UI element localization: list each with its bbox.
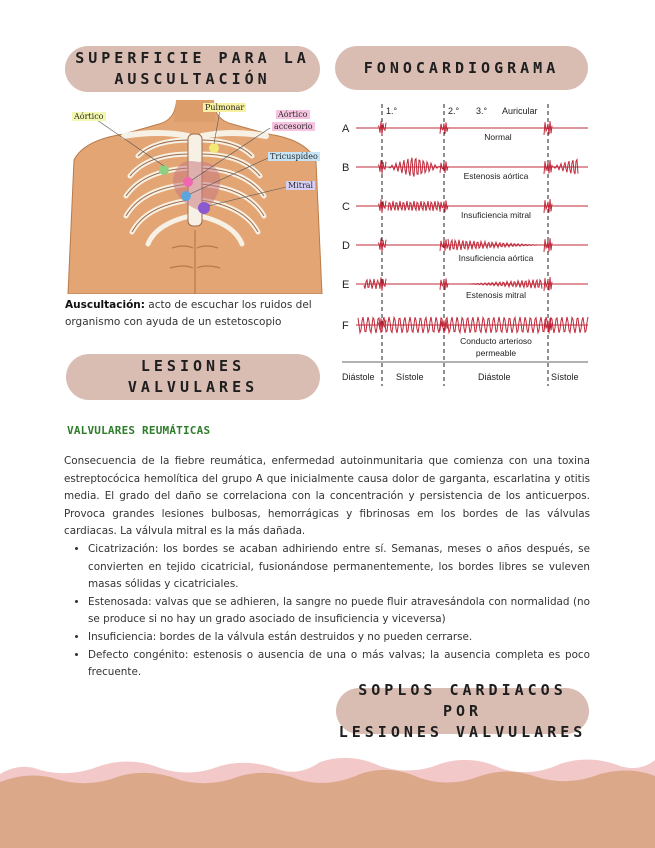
dot-aortic [159, 165, 169, 175]
phono-trace-mitral-stenosis [356, 277, 588, 291]
phono-trace-normal [356, 121, 588, 135]
dot-pulmonary [209, 143, 219, 153]
label-aortic-accessory-2: accesorio [274, 122, 313, 131]
phono-bottom-labels [342, 372, 579, 382]
auscultation-definition [65, 297, 323, 331]
row-letter-a: A [342, 123, 350, 135]
label-tricuspid: Tricuspídeo [270, 152, 318, 161]
bottom-diastole-1: Diástole [342, 372, 375, 382]
label-aortic-accessory-1: Aórtico [278, 110, 308, 119]
bullet-stenosis: • Estenosada: valvas que se adhieren, la sangre no puede fluir atravesándola con normalidad (no se produce si no hay un grado asociado de insuficiencia y viceversa) [88, 594, 590, 629]
heading-phonocardiogram: FONOCARDIOGRAMA [335, 46, 588, 90]
subheading-rheumatic: VALVULARES REUMÁTICAS [67, 424, 211, 437]
row-name-mitral-insufficiency: Insuficiencia mitral [461, 210, 531, 220]
row-letter-c: C [342, 201, 350, 213]
phono-row-letters [342, 123, 350, 332]
clavicle-right [202, 133, 266, 136]
row-letter-f: F [342, 320, 349, 332]
row-letter-e: E [342, 279, 350, 291]
heading-auscultation-surface: SUPERFICIE PARA LA AUSCULTACIÓN [65, 46, 320, 92]
row-name-aortic-insufficiency: Insuficiencia aórtica [458, 253, 534, 263]
phono-label-atrial: Auricular [502, 106, 538, 116]
auscultation-definition-text: acto de escuchar los ruidos del organismo con ayuda de un estetoscopio [65, 299, 312, 328]
dot-mitral [198, 202, 210, 214]
phono-label-first: 1.° [386, 106, 398, 116]
clavicle-left [124, 133, 188, 136]
row-name-aortic-stenosis: Estenosis aórtica [463, 171, 529, 181]
bottom-systole-1: Sístole [396, 372, 424, 382]
dot-tricuspid [181, 191, 191, 201]
rheumatic-bullet-list [64, 541, 590, 682]
heading-murmurs: SOPLOS CARDIACOS POR LESIONES VALVULARES [336, 688, 589, 734]
bottom-systole-2: Sístole [551, 372, 579, 382]
row-name-pda-1: Conducto arterioso [460, 336, 532, 346]
phono-trace-pda [356, 317, 588, 333]
bullet-congenital-defect: • Defecto congénito: estenosis o ausencia de una o más valvas; la ausencia completa es poco frecuente. [88, 647, 590, 682]
phono-trace-aortic-insufficiency [356, 238, 588, 252]
row-name-normal: Normal [484, 132, 512, 142]
label-pulmonary: Pulmonar [205, 103, 245, 112]
rheumatic-body [64, 453, 590, 682]
dot-accessory [183, 177, 193, 187]
auscultation-term: Auscultación: [65, 299, 145, 311]
row-name-mitral-stenosis: Estenosis mitral [466, 290, 526, 300]
label-mitral: Mitral [288, 181, 314, 190]
phonocardiogram-figure [338, 100, 590, 386]
heading-valvular-lesions: LESIONES VALVULARES [66, 354, 320, 400]
row-name-pda-2: permeable [475, 348, 517, 358]
bullet-insufficiency: • Insuficiencia: bordes de la válvula están destruidos y no pueden cerrarse. [88, 629, 590, 647]
phono-waves [356, 121, 588, 333]
label-aortic: Aórtico [74, 112, 104, 121]
phono-label-third: 3.° [476, 106, 488, 116]
torn-paper-decoration [0, 748, 655, 848]
row-letter-d: D [342, 240, 350, 252]
bottom-diastole-2: Diástole [478, 372, 511, 382]
bullet-cicatrization: • Cicatrización: los bordes se acaban adhiriendo entre sí. Semanas, meses o años después, se convierten en tejido cicatricial, fusionándose permanentemente, los bordes libres se vuleven masas sólidas y cicatriciales. [88, 541, 590, 594]
rheumatic-intro: Consecuencia de la fiebre reumática, enfermedad autoinmunitaria que comienza con una toxina estreptocócica hemolítica del grupo A que inicialmente causa dolor de garganta, escarlatina y otitis media. El grado del daño se correlaciona con la concentración y persistencia de los anticuerpos. Provoca grandes lesiones bulbosas, hemorrágicas y fibrinosas em los bordes de las válvulas cardiacas. La válvula mitral es la más dañada. [64, 455, 590, 538]
phono-label-second: 2.° [448, 106, 460, 116]
row-letter-b: B [342, 162, 350, 174]
